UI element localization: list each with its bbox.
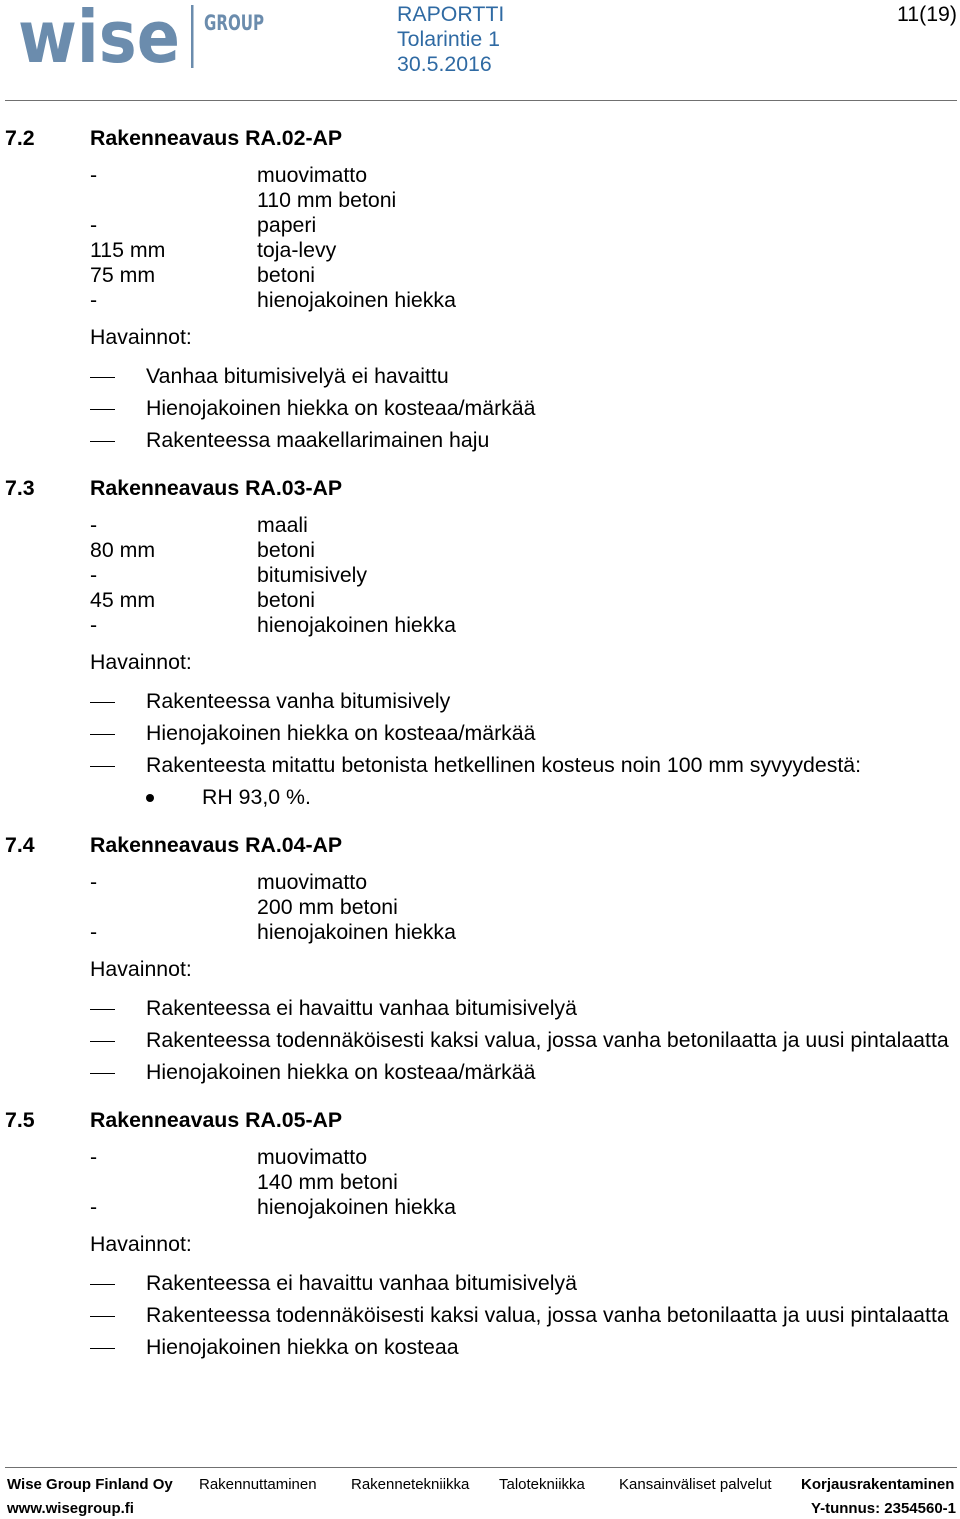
dash-bullet-icon: [90, 1073, 115, 1074]
section-title: Rakenneavaus RA.03-AP: [90, 475, 343, 500]
observation-text: Hienojakoinen hiekka on kosteaa/märkää: [146, 395, 536, 420]
observation-list: [0, 360, 960, 456]
layer-row: [0, 188, 960, 213]
section-number: 7.3: [5, 475, 35, 500]
observation-list: [0, 992, 960, 1088]
layer-list: [0, 870, 960, 945]
observation-text: Rakenteesta mitattu betonista hetkellinen kosteus noin 100 mm syvyydestä:: [146, 752, 862, 777]
observation-item: [0, 360, 960, 392]
layer-material: betoni: [257, 262, 316, 287]
section-number: 7.2: [5, 125, 35, 150]
observations-label: Havainnot:: [90, 1231, 192, 1256]
observation-text: Rakenteessa ei havaittu vanhaa bitumisivelyä: [146, 995, 577, 1020]
observation-text: Rakenteessa todennäköisesti kaksi valua, jossa vanha betonilaatta ja uusi pintalaatta: [146, 1302, 949, 1327]
observation-item: [0, 1267, 960, 1299]
layer-thickness: 115 mm: [90, 237, 166, 262]
observation-item: [0, 749, 960, 781]
section-heading: [0, 126, 960, 151]
layer-material: betoni: [257, 587, 316, 612]
footer-business-id: Y-tunnus: 2354560-1: [810, 1500, 956, 1517]
footer-company: Wise Group Finland Oy: [7, 1476, 173, 1493]
layer-row: [0, 213, 960, 238]
section-title: Rakenneavaus RA.04-AP: [90, 832, 343, 857]
section-ra-04-ap: [0, 833, 960, 1088]
layer-material: paperi: [257, 212, 317, 237]
document-type: RAPORTTI: [397, 1, 505, 26]
observation-item: [0, 1056, 960, 1088]
layer-row: [0, 1170, 960, 1195]
layer-material: hienojakoinen hiekka: [257, 612, 456, 637]
layer-thickness: -: [90, 212, 98, 237]
observation-text: Rakenteessa ei havaittu vanhaa bitumisivelyä: [146, 1270, 577, 1295]
layer-row: [0, 1145, 960, 1170]
page-number: 11(19): [897, 1, 957, 26]
dash-bullet-icon: [90, 1348, 115, 1349]
logo-group-text: GROUP: [204, 11, 264, 35]
layer-thickness: -: [90, 919, 98, 944]
footer-service: Talotekniikka: [499, 1476, 585, 1493]
document-meta: [397, 2, 504, 77]
footer-rule: [5, 1467, 957, 1468]
layer-thickness: -: [90, 287, 98, 312]
section-title: Rakenneavaus RA.02-AP: [90, 125, 343, 150]
footer-website: www.wisegroup.fi: [7, 1500, 134, 1517]
section-ra-05-ap: [0, 1108, 960, 1363]
observations-label: Havainnot:: [90, 649, 192, 674]
footer-service: Rakennuttaminen: [199, 1476, 317, 1493]
section-heading: [0, 833, 960, 858]
layer-material: hienojakoinen hiekka: [257, 919, 456, 944]
observation-item: [0, 1299, 960, 1331]
layer-row: [0, 920, 960, 945]
site-address: Tolarintie 1: [397, 26, 500, 51]
observation-list: [0, 1267, 960, 1363]
section-number: 7.5: [5, 1107, 35, 1132]
measurement-detail: [0, 781, 960, 813]
section-heading: [0, 1108, 960, 1133]
layer-thickness: 45 mm: [90, 587, 156, 612]
dash-bullet-icon: [90, 1316, 115, 1317]
layer-row: [0, 588, 960, 613]
layer-material: bitumisively: [257, 562, 368, 587]
layer-row: [0, 163, 960, 188]
report-content: [0, 126, 960, 1383]
layer-material: hienojakoinen hiekka: [257, 1194, 456, 1219]
layer-thickness: -: [90, 512, 98, 537]
dash-bullet-icon: [90, 702, 115, 703]
observation-item: [0, 392, 960, 424]
layer-list: [0, 1145, 960, 1220]
layer-row: [0, 1195, 960, 1220]
observation-item: [0, 1024, 960, 1056]
observation-text: Rakenteessa todennäköisesti kaksi valua, jossa vanha betonilaatta ja uusi pintalaatta: [146, 1027, 949, 1052]
logo-wordmark: wise: [18, 0, 180, 79]
observation-item: [0, 992, 960, 1024]
observation-list: [0, 685, 960, 813]
observation-text: Rakenteessa maakellarimainen haju: [146, 427, 490, 452]
layer-material: muovimatto: [257, 1144, 368, 1169]
layer-row: [0, 263, 960, 288]
observation-item: [0, 685, 960, 717]
report-date: 30.5.2016: [397, 51, 492, 76]
footer-service: Kansainväliset palvelut: [619, 1476, 772, 1493]
dash-bullet-icon: [90, 441, 115, 442]
layer-material: muovimatto: [257, 869, 368, 894]
dash-bullet-icon: [90, 734, 115, 735]
layer-row: [0, 513, 960, 538]
layer-material: maali: [257, 512, 308, 537]
layer-thickness: [90, 1170, 257, 1195]
header-rule: [5, 100, 957, 101]
layer-thickness: -: [90, 869, 98, 894]
observation-text: Vanhaa bitumisivelyä ei havaittu: [146, 363, 449, 388]
observations-label: Havainnot:: [90, 324, 192, 349]
section-title: Rakenneavaus RA.05-AP: [90, 1107, 343, 1132]
observation-text: Hienojakoinen hiekka on kosteaa/märkää: [146, 720, 536, 745]
layer-thickness: -: [90, 612, 98, 637]
layer-list: [0, 513, 960, 638]
layer-thickness: -: [90, 1144, 98, 1169]
layer-thickness: -: [90, 562, 98, 587]
layer-material: muovimatto: [257, 162, 368, 187]
layer-material: betoni: [257, 537, 316, 562]
layer-row: [0, 563, 960, 588]
section-ra-03-ap: [0, 476, 960, 813]
observation-item: [0, 717, 960, 749]
footer-service-highlight: Korjausrakentaminen: [801, 1476, 955, 1493]
layer-thickness: [90, 895, 257, 920]
layer-thickness: [90, 188, 257, 213]
dash-bullet-icon: [90, 409, 115, 410]
bullet-icon: [146, 794, 154, 802]
layer-row: [0, 870, 960, 895]
observation-text: Hienojakoinen hiekka on kosteaa/märkää: [146, 1059, 536, 1084]
company-logo: [14, 0, 270, 79]
dash-bullet-icon: [90, 1041, 115, 1042]
measurement-value: RH 93,0 %.: [202, 784, 311, 809]
layer-row: [0, 538, 960, 563]
layer-thickness: 75 mm: [90, 262, 156, 287]
layer-row: [0, 238, 960, 263]
observation-text: Rakenteessa vanha bitumisively: [146, 688, 451, 713]
dash-bullet-icon: [90, 766, 115, 767]
layer-material: 200 mm betoni: [257, 894, 398, 919]
layer-material: toja-levy: [257, 237, 337, 262]
dash-bullet-icon: [90, 1009, 115, 1010]
logo-divider: [191, 5, 194, 68]
layer-row: [0, 288, 960, 313]
layer-material: hienojakoinen hiekka: [257, 287, 456, 312]
layer-row: [0, 613, 960, 638]
section-number: 7.4: [5, 832, 35, 857]
footer-service: Rakennetekniikka: [351, 1476, 470, 1493]
layer-thickness: -: [90, 162, 98, 187]
layer-thickness: 80 mm: [90, 537, 156, 562]
observation-item: [0, 1331, 960, 1363]
section-heading: [0, 476, 960, 501]
layer-material: 110 mm betoni: [257, 187, 397, 212]
section-ra-02-ap: [0, 126, 960, 456]
observation-text: Hienojakoinen hiekka on kosteaa: [146, 1334, 459, 1359]
dash-bullet-icon: [90, 377, 115, 378]
observation-item: [0, 424, 960, 456]
layer-thickness: -: [90, 1194, 98, 1219]
dash-bullet-icon: [90, 1284, 115, 1285]
observations-label: Havainnot:: [90, 956, 192, 981]
layer-row: [0, 895, 960, 920]
layer-list: [0, 163, 960, 313]
layer-material: 140 mm betoni: [257, 1169, 398, 1194]
